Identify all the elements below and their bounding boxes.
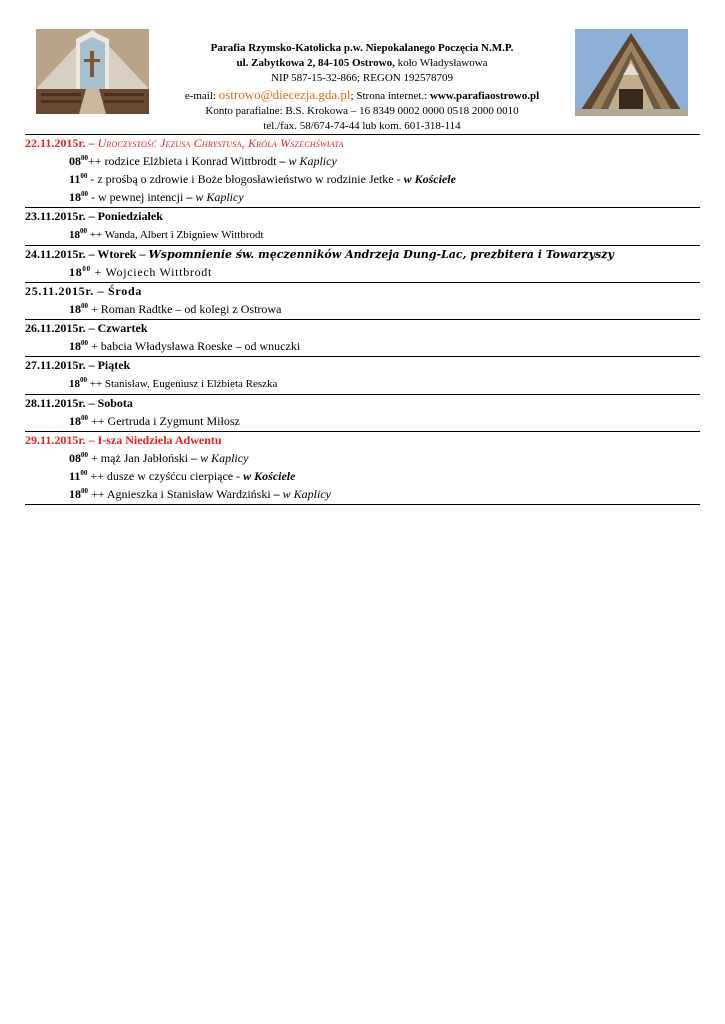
day-section [25,207,700,245]
mass-entry [25,411,700,429]
mass-intention: ++ Gertruda i Zygmunt Miłosz [88,414,240,428]
day-heading [25,136,700,151]
mass-dash: – [279,154,289,168]
page-header [0,0,725,134]
mass-minutes: 00 [81,414,88,422]
mass-hour: 18 [69,190,81,204]
mass-intention: + mąż Jan Jabłoński [88,451,192,465]
address-locality: koło Władysławowa [394,57,488,70]
mass-entry [25,187,700,205]
mass-entry [25,484,700,502]
mass-entry [25,151,700,169]
email-link[interactable]: ostrowo@diecezja.gda.pl [218,86,351,102]
mass-minutes: 00 [81,302,88,310]
mass-place: w Kaplicy [200,451,249,465]
mass-entry [25,169,700,187]
parish-contact [150,87,574,104]
mass-intention: - w pewnej intencji [88,190,187,204]
day-feast: Uroczystość Jezusa Chrystusa, Króla Wszechświata [97,136,344,150]
parish-info [150,41,574,134]
mass-hour: 11 [69,172,81,186]
parish-name: Parafia Rzymsko-Katolicka p.w. Niepokalanego Poczęcia N.M.P. [210,42,514,54]
mass-hour: 18 [69,487,81,501]
day-heading: 26.11.2015r. – Czwartek [25,321,148,335]
mass-hour: 18 [69,339,81,353]
mass-hour: 08 [69,451,81,465]
parish-nip: NIP 587-15-32-866; REGON 192578709 [271,72,453,85]
day-date: 24.11.2015r. – Wtorek – [25,247,149,261]
mass-hour: 18 [69,302,81,316]
mass-intention: ++ Stanisław, Eugeniusz i Elżbieta Reszka [87,378,278,390]
mass-entry [25,224,700,243]
mass-minutes: 00 [80,227,87,235]
mass-hour: 11 [69,469,81,483]
mass-hour: 08 [69,154,81,168]
mass-place: w Kościele [403,172,456,186]
mass-minutes: 00 [80,376,87,384]
mass-intention: ++ Wanda, Albert i Zbigniew Wittbrodt [87,229,264,241]
mass-hour: 18 [69,414,81,428]
mass-place: w Kaplicy [282,487,331,501]
mass-intention: + Roman Radtke – od kolegi z Ostrowa [88,302,282,316]
day-section [25,394,700,431]
mass-minutes: 00 [80,469,88,477]
mass-minutes: 00 [81,190,88,198]
day-section [25,319,700,356]
email-label: e-mail: [184,89,219,102]
mass-minutes: 00 [81,451,88,459]
mass-dash: – [191,451,201,465]
day-section [25,356,700,394]
mass-intention: + babcia Władysława Roeske – od wnuczki [88,339,301,353]
mass-intention: ++ Agnieszka i Stanisław Wardziński [88,487,274,501]
mass-entry [25,262,700,280]
parish-address [150,56,574,71]
mass-hour: 18 [69,229,80,241]
mass-entry [25,373,700,392]
mass-entry [25,448,700,466]
mass-minutes: 00 [82,265,91,273]
day-section [25,431,700,505]
mass-minutes: 00 [81,339,88,347]
mass-place: w Kaplicy [288,154,337,168]
day-heading: 23.11.2015r. – Poniedziałek [25,209,163,223]
mass-intention: - z prośbą o zdrowie i Boże błogosławieństwo w rodzinie Jetke - [87,172,404,186]
mass-schedule [25,134,700,505]
day-heading [25,247,700,262]
mass-entry [25,336,700,354]
mass-minutes: 00 [81,154,88,162]
mass-minutes: 00 [80,172,88,180]
day-section [25,134,700,207]
day-section [25,245,700,282]
mass-entry [25,466,700,484]
mass-hour: 18 [69,265,83,279]
church-interior-photo [36,29,149,114]
day-heading: 28.11.2015r. – Sobota [25,396,133,410]
mass-intention: ++ dusze w czyśćcu cierpiące - [87,469,244,483]
mass-entry [25,299,700,317]
mass-dash: – [273,487,283,501]
website-link[interactable]: www.parafiaostrowo.pl [429,89,540,102]
mass-intention: + Wojciech Wittbrodt [90,265,213,279]
day-date: 22.11.2015r. – [25,136,98,150]
parish-phone: tel./fax. 58/674-74-44 lub kom. 601-318-114 [263,120,461,133]
mass-place: w Kaplicy [195,190,244,204]
mass-hour: 18 [69,378,80,390]
day-section [25,282,700,319]
mass-intention: ++ rodzice Elżbieta i Konrad Wittbrodt [88,154,280,168]
mass-place: w Kościele [243,469,296,483]
day-heading: 27.11.2015r. – Piątek [25,358,131,372]
day-heading: 25.11.2015r. – Środa [25,284,143,298]
parish-account: Konto parafialne: B.S. Krokowa – 16 8349 0002 0000 0518 2000 0010 [205,104,519,117]
church-exterior-photo [575,29,688,116]
mass-minutes: 00 [81,487,88,495]
web-label: ; Strona internet.: [350,89,430,102]
day-heading: 29.11.2015r. – I-sza Niedziela Adwentu [25,433,222,447]
mass-dash: – [186,190,196,204]
address-street: ul. Zabytkowa 2, 84-105 Ostrowo, [236,57,395,70]
day-memorial: Wspomnienie św. męczenników Andrzeja Dung-Lac, prezbitera i Towarzyszy [148,248,614,261]
